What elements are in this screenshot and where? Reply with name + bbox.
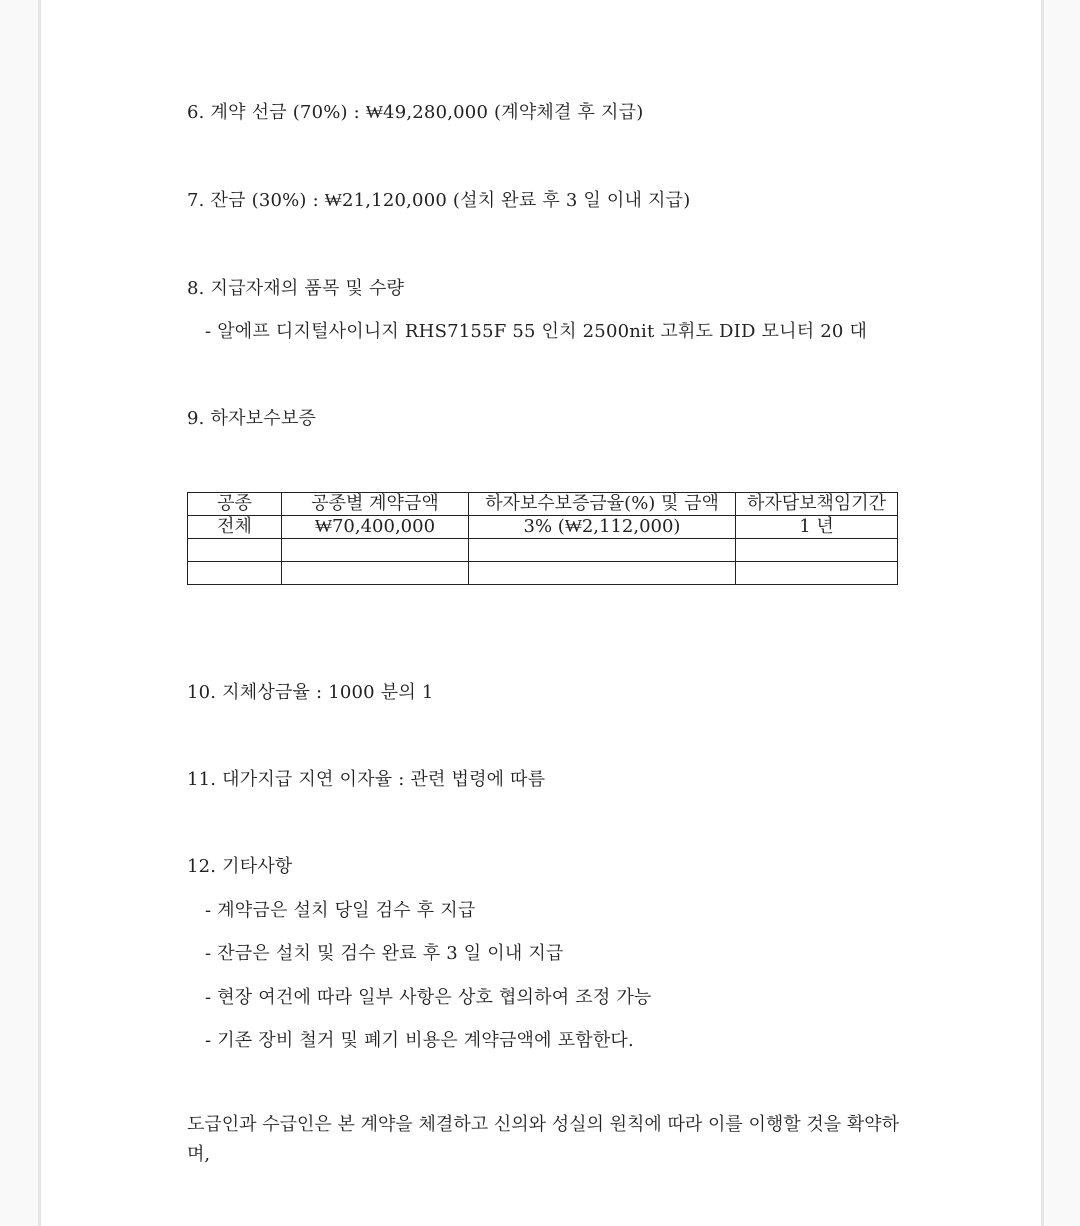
clause-6-advance-payment: 6. 계약 선금 (70%) : ₩49,280,000 (계약체결 후 지급) xyxy=(187,102,644,123)
table-cell: 1 년 xyxy=(736,516,898,539)
clause-12-other: 12. 기타사항 xyxy=(187,856,293,877)
table-cell xyxy=(469,539,736,562)
clause-12-item: - 잔금은 설치 및 검수 완료 후 3 일 이내 지급 xyxy=(205,943,564,964)
clause-11-interest-rate: 11. 대가지급 지연 이자율 : 관련 법령에 따름 xyxy=(187,769,546,790)
table-cell xyxy=(282,539,469,562)
table-cell xyxy=(469,562,736,585)
table-header-cell: 공종별 계약금액 xyxy=(282,493,469,516)
table-cell: 3% (₩2,112,000) xyxy=(469,516,736,539)
document-page xyxy=(38,0,1044,1226)
table-cell xyxy=(736,562,898,585)
clause-12-item: - 현장 여건에 따라 일부 사항은 상호 협의하여 조정 가능 xyxy=(205,987,652,1008)
table-cell xyxy=(188,539,282,562)
table-cell xyxy=(736,539,898,562)
clause-7-balance-payment: 7. 잔금 (30%) : ₩21,120,000 (설치 완료 후 3 일 이내 지급) xyxy=(187,190,691,211)
clause-12-item: - 기존 장비 철거 및 폐기 비용은 계약금액에 포함한다. xyxy=(205,1030,634,1051)
warranty-table xyxy=(187,492,898,585)
table-header-cell: 하자담보책임기간 xyxy=(736,493,898,516)
table-row xyxy=(188,562,898,585)
table-cell xyxy=(282,562,469,585)
clause-8-item: - 알에프 디지털사이니지 RHS7155F 55 인치 2500nit 고휘도 DID 모니터 20 대 xyxy=(205,321,868,342)
table-cell: 전체 xyxy=(188,516,282,539)
closing-statement: 도급인과 수급인은 본 계약을 체결하고 신의와 성실의 원칙에 따라 이를 이행할 것을 확약하며, xyxy=(187,1114,900,1165)
clause-10-delay-penalty: 10. 지체상금율 : 1000 분의 1 xyxy=(187,682,434,703)
table-row xyxy=(188,539,898,562)
table-cell: ₩70,400,000 xyxy=(282,516,469,539)
table-row xyxy=(188,516,898,539)
table-header-cell: 하자보수보증금율(%) 및 금액 xyxy=(469,493,736,516)
clause-9-warranty: 9. 하자보수보증 xyxy=(187,408,317,429)
clause-8-materials: 8. 지급자재의 품목 및 수량 xyxy=(187,278,405,299)
table-header-cell: 공종 xyxy=(188,493,282,516)
table-header-row xyxy=(188,493,898,516)
clause-12-item: - 계약금은 설치 당일 검수 후 지급 xyxy=(205,900,476,921)
table-cell xyxy=(188,562,282,585)
